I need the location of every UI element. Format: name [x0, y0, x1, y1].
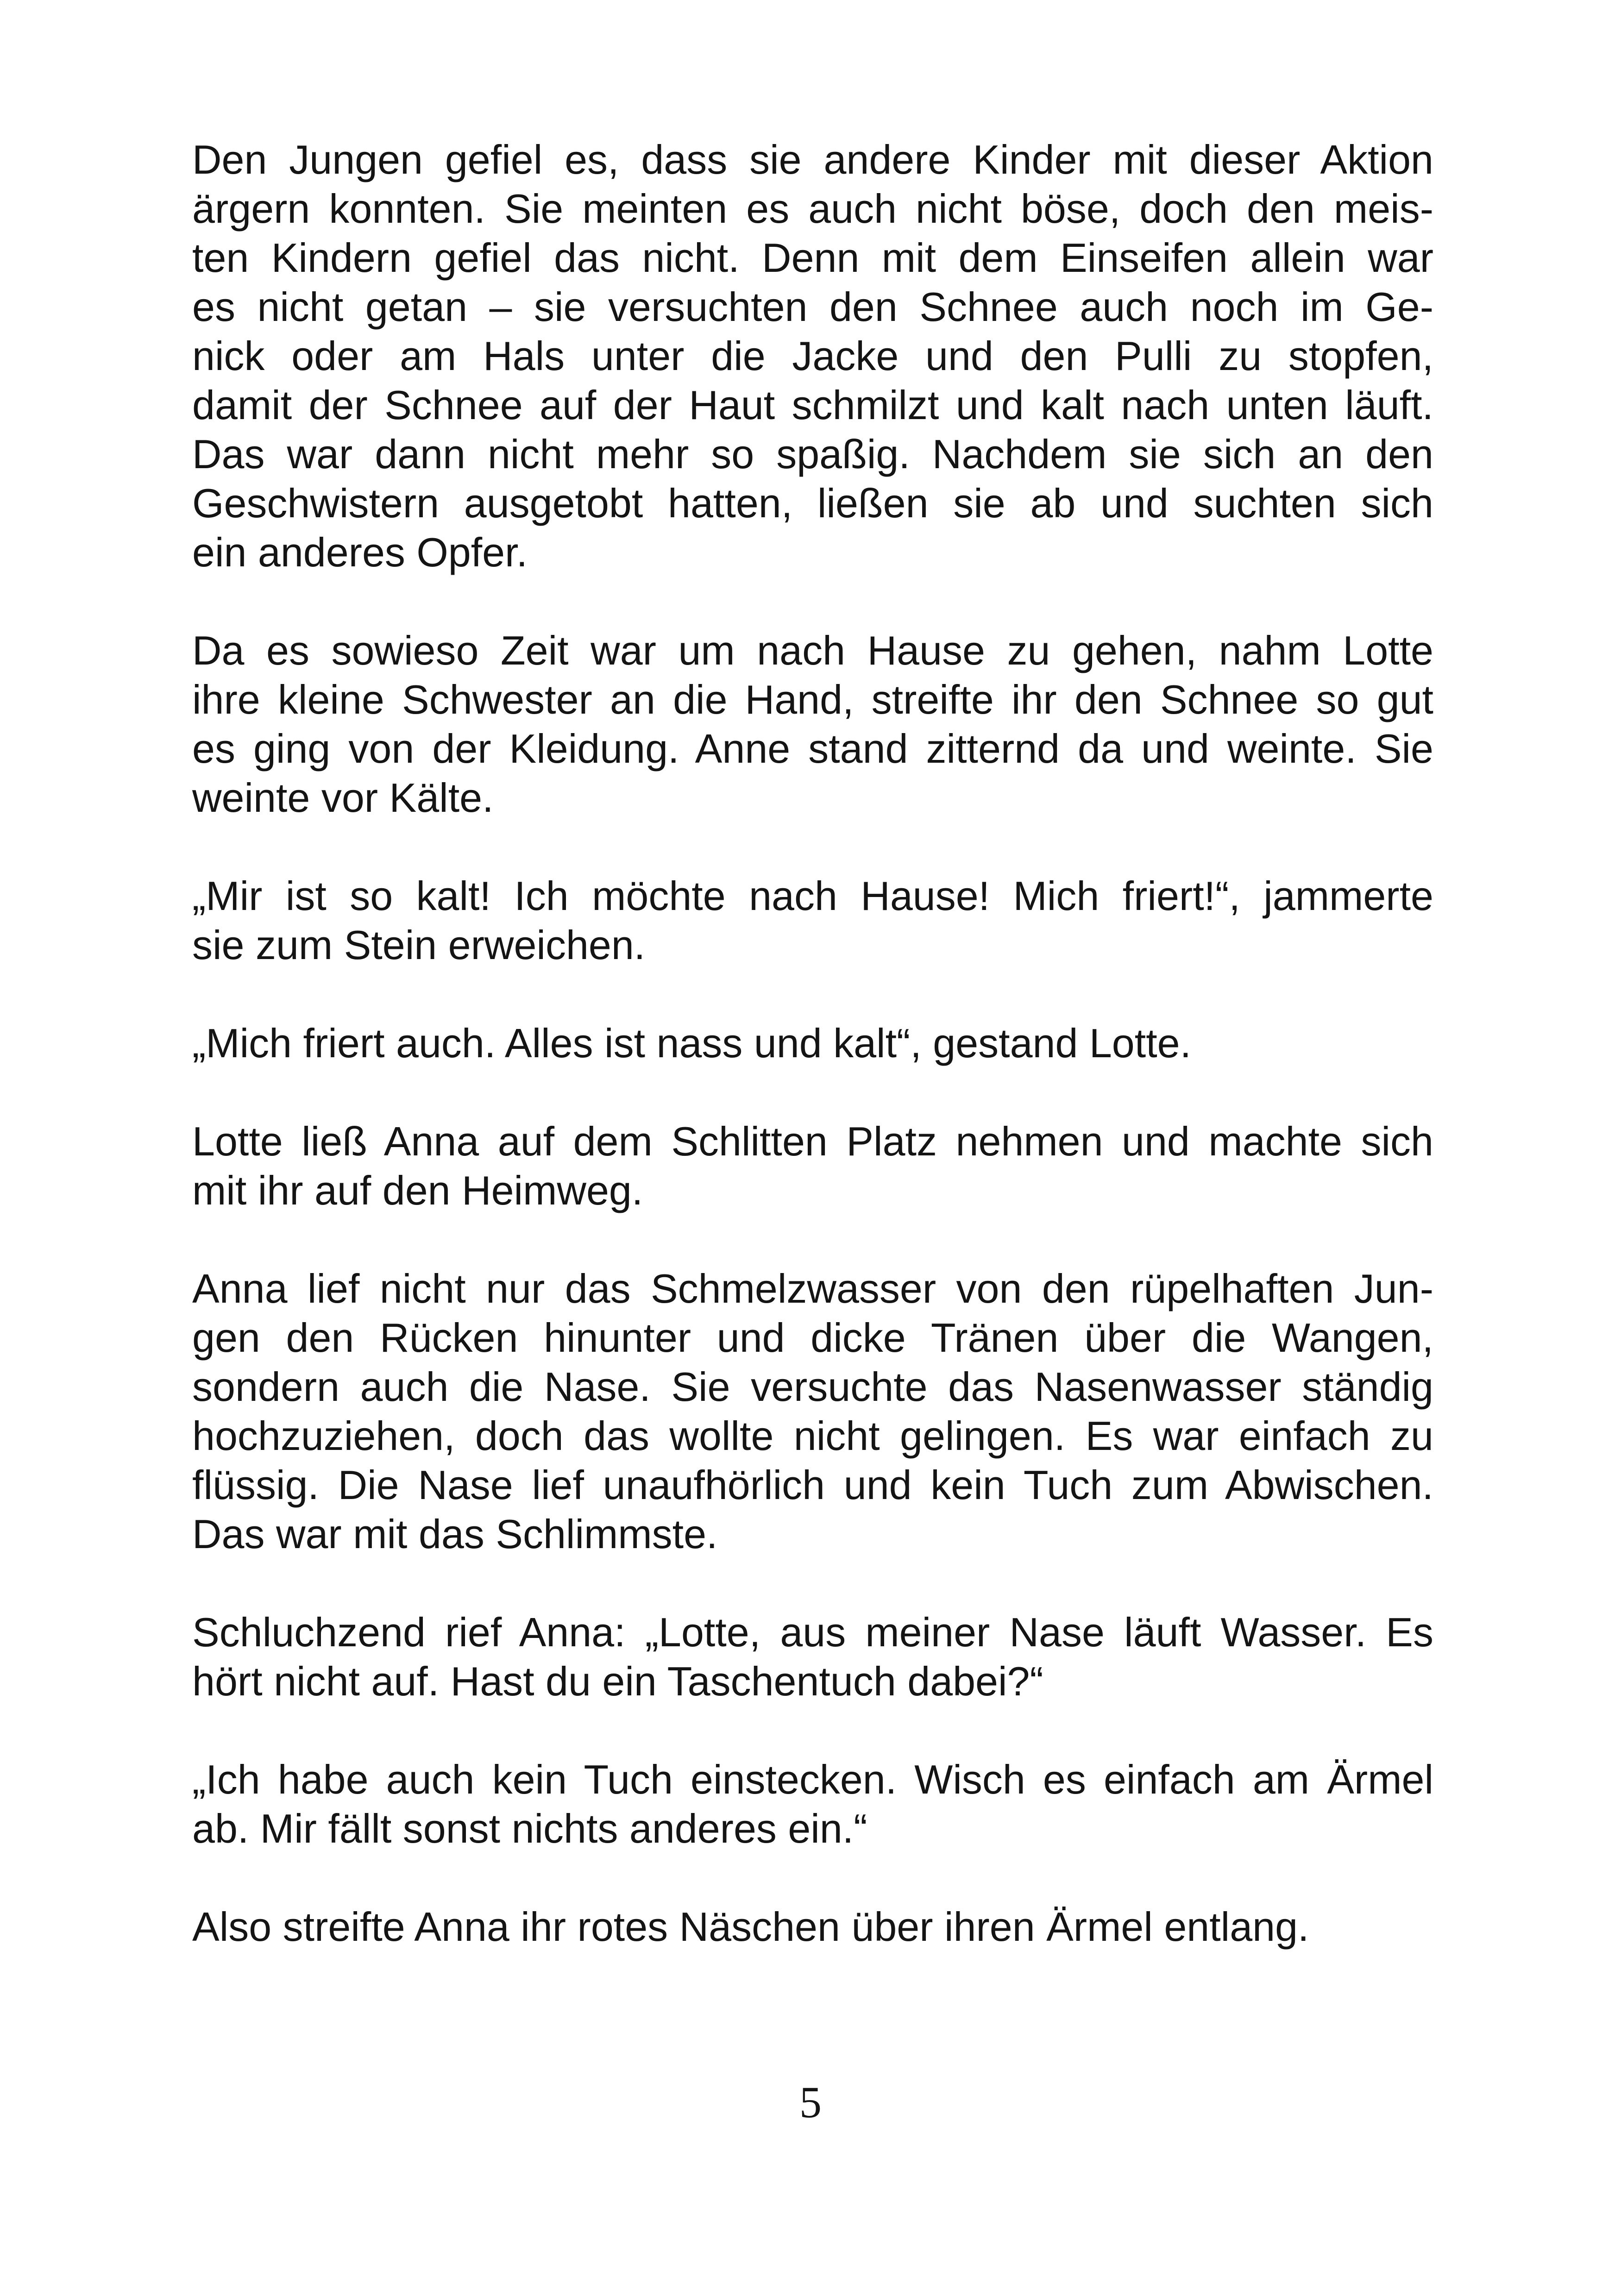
text-line: mit ihr auf den Heimweg.: [192, 1167, 643, 1213]
text-line: damit der Schnee auf der Haut schmilzt und kalt nach unten läuft.: [192, 382, 1433, 428]
paragraph: [192, 1608, 1433, 1706]
text-line: „Mir ist so kalt! Ich möchte nach Hause! Mich friert!“, jammerte: [192, 873, 1433, 919]
text-line: Schluchzend rief Anna: „Lotte, aus meiner Nase läuft Wasser. Es: [192, 1609, 1433, 1655]
text-line: ärgern konnten. Sie meinten es auch nicht böse, doch den meis-: [192, 186, 1433, 232]
text-line: es ging von der Kleidung. Anne stand zitternd da und weinte. Sie: [192, 726, 1433, 772]
text-line: Den Jungen gefiel es, dass sie andere Kinder mit dieser Aktion: [192, 137, 1433, 182]
paragraph: [192, 1117, 1433, 1215]
text-line: hört nicht auf. Hast du ein Taschentuch dabei?“: [192, 1658, 1043, 1704]
text-line: flüssig. Die Nase lief unaufhörlich und kein Tuch zum Abwischen.: [192, 1462, 1433, 1508]
text-line: ab. Mir fällt sonst nichts anderes ein.“: [192, 1806, 867, 1851]
text-line: sondern auch die Nase. Sie versuchte das Nasenwasser ständig: [192, 1364, 1433, 1410]
text-line: ten Kindern gefiel das nicht. Denn mit dem Einseifen allein war: [192, 235, 1433, 281]
paragraph: [192, 626, 1433, 822]
page-number: 5: [799, 2077, 822, 2127]
text-line: ein anderes Opfer.: [192, 529, 528, 575]
text-line: Anna lief nicht nur das Schmelzwasser von den rüpelhaften Jun-: [192, 1266, 1433, 1311]
paragraph: [192, 872, 1433, 970]
text-line: Da es sowieso Zeit war um nach Hause zu gehen, nahm Lotte: [192, 627, 1433, 673]
paragraph: [192, 1019, 1433, 1068]
text-line: Das war mit das Schlimmste.: [192, 1511, 718, 1557]
text-line: nick oder am Hals unter die Jacke und den Pulli zu stopfen,: [192, 333, 1433, 379]
text-line: „Mich friert auch. Alles ist nass und kalt“, gestand Lotte.: [192, 1020, 1192, 1066]
paragraph: [192, 1264, 1433, 1559]
text-line: „Ich habe auch kein Tuch einstecken. Wisch es einfach am Ärmel: [192, 1757, 1433, 1802]
text-line: es nicht getan – sie versuchten den Schnee auch noch im Ge-: [192, 284, 1433, 330]
text-line: hochzuziehen, doch das wollte nicht gelingen. Es war einfach zu: [192, 1413, 1433, 1459]
text-line: sie zum Stein erweichen.: [192, 922, 646, 968]
text-line: Das war dann nicht mehr so spaßig. Nachdem sie sich an den: [192, 431, 1433, 477]
paragraph: [192, 1755, 1433, 1853]
text-line: Lotte ließ Anna auf dem Schlitten Platz nehmen und machte sich: [192, 1118, 1433, 1164]
text-line: gen den Rücken hinunter und dicke Tränen über die Wangen,: [192, 1315, 1433, 1361]
paragraph: [192, 135, 1433, 577]
text-line: ihre kleine Schwester an die Hand, streifte ihr den Schnee so gut: [192, 677, 1433, 722]
text-line: Also streifte Anna ihr rotes Näschen über ihren Ärmel entlang.: [192, 1904, 1309, 1950]
paragraph: [192, 1902, 1433, 1951]
body-text: [192, 135, 1433, 2001]
text-line: Geschwistern ausgetobt hatten, ließen sie ab und suchten sich: [192, 480, 1433, 526]
text-line: weinte vor Kälte.: [192, 775, 494, 821]
